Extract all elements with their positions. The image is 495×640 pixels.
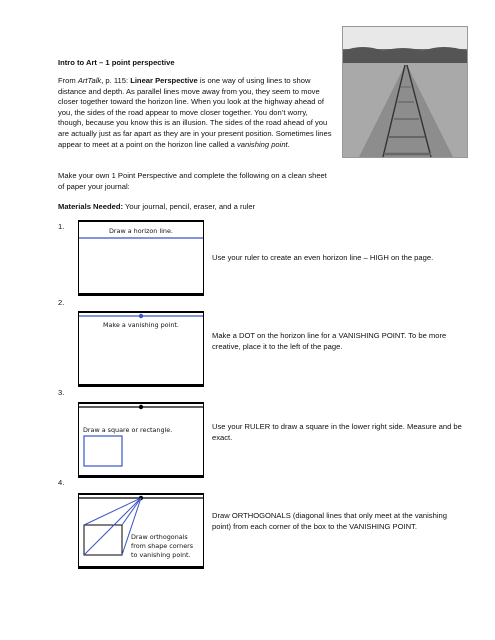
step-number: 2. xyxy=(58,298,65,307)
step-1-sketch xyxy=(78,220,204,296)
sketch-caption-line: to vanishing point. xyxy=(131,551,191,559)
step-2-drawing xyxy=(79,313,203,387)
sketch-caption-line: from shape corners xyxy=(131,542,194,550)
square-shape xyxy=(84,436,122,466)
intro-prefix: From xyxy=(58,76,78,85)
step-3-drawing xyxy=(79,404,203,478)
step-4-sketch xyxy=(78,493,204,569)
step-3-instruction: Use your RULER to draw a square in the lower right side. Measure and be exact. xyxy=(212,422,462,442)
railroad-tracks-photo xyxy=(342,26,468,158)
page-title: Intro to Art – 1 point perspective xyxy=(58,58,175,67)
step-number: 3. xyxy=(58,388,65,397)
step-4-instruction: Draw ORTHOGONALS (diagonal lines that only meet at the vanishing point) from each corner of the box to the VANISHING POINT. xyxy=(212,511,447,531)
step-number: 4. xyxy=(58,478,65,487)
assignment-text: Make your own 1 Point Perspective and complete the following on a clean sheet of paper your journal: xyxy=(58,171,327,191)
step-2-sketch xyxy=(78,311,204,387)
square-shape xyxy=(84,525,122,555)
orthogonal-line xyxy=(84,498,141,525)
step-1-instruction: Use your ruler to create an even horizon line – HIGH on the page. xyxy=(212,253,434,262)
vanishing-point-term: vanishing point xyxy=(237,139,288,149)
sketch-caption: Make a vanishing point. xyxy=(103,321,179,329)
sketch-caption: Draw a horizon line. xyxy=(109,227,173,235)
railroad-tracks-image xyxy=(343,27,467,157)
vanishing-point-dot xyxy=(139,405,143,409)
step-3-sketch xyxy=(78,402,204,478)
sketch-caption-line: Draw orthogonals xyxy=(131,533,188,541)
linear-perspective-term: Linear Perspective xyxy=(130,76,198,85)
sketch-caption: Draw a square or rectangle. xyxy=(83,426,173,434)
vanishing-point-dot xyxy=(139,314,143,318)
step-4-drawing xyxy=(79,495,203,569)
materials-label: Materials Needed: xyxy=(58,202,123,211)
step-1-drawing xyxy=(79,222,203,296)
intro-body: is one way of using lines to show distance and depth. As parallel lines move away from you, they seem to move closer together toward the horizon line. When you look at the highway ahead of you, the sides of the road appear to move closer together. You don’t worry, though, because you know this is an illusion. The sides of the road ahead of you are actually just as far apart as they are in your present position. Sometimes lines appear to meet at a point on the horizon line called a xyxy=(58,76,332,149)
page-reference: , p. 115: xyxy=(101,76,131,85)
book-title: ArtTalk xyxy=(77,76,102,85)
step-number: 1. xyxy=(58,222,65,231)
intro-paragraph xyxy=(58,76,334,150)
materials-line xyxy=(58,202,255,211)
intro-end: . xyxy=(287,139,290,149)
materials-items: Your journal, pencil, eraser, and a ruler xyxy=(123,202,256,211)
step-2-instruction: Make a DOT on the horizon line for a VANISHING POINT. To be more creative, place it to the left of the page. xyxy=(212,331,447,351)
